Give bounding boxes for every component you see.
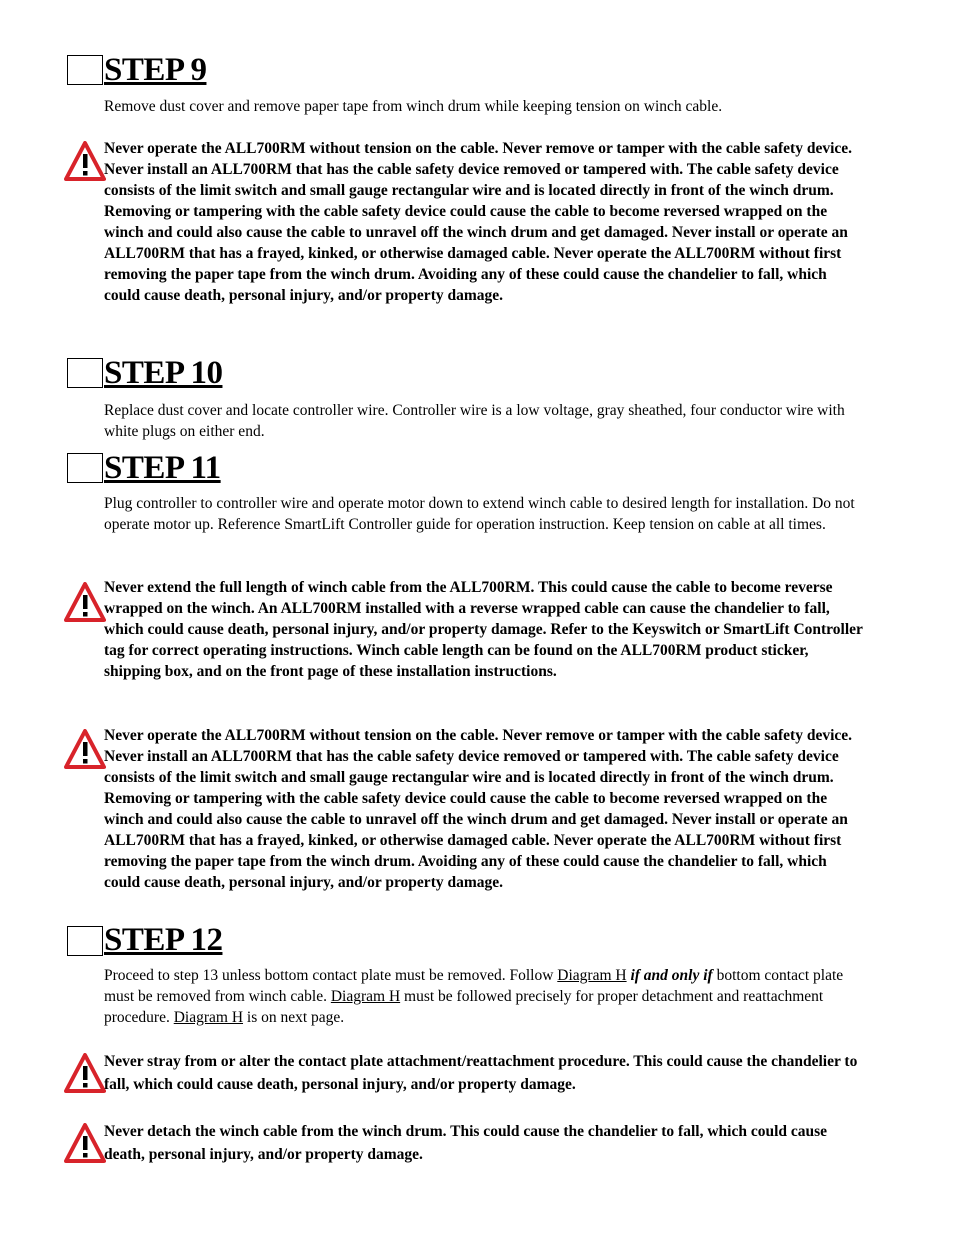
- diagram-h-link-1[interactable]: Diagram H: [557, 967, 627, 984]
- step12-emphasis: if and only if: [630, 967, 713, 984]
- warning-triangle-icon: [64, 141, 106, 181]
- step12-text-b: bottom contact plate must be removed from winch cable.: [104, 967, 844, 1005]
- step12-text-c: must be followed precisely for proper detachment and reattachment procedure.: [104, 988, 824, 1026]
- step9-text: Remove dust cover and remove paper tape from winch drum while keeping tension on winch cable.: [104, 98, 723, 115]
- warning-triangle-icon: [64, 582, 106, 622]
- diagram-h-link-2[interactable]: Diagram H: [330, 988, 401, 1005]
- warning-triangle-icon: [64, 1123, 106, 1163]
- warning-triangle-icon: [64, 729, 106, 769]
- step12-text-a: Proceed to step 13 unless bottom contact plate must be removed. Follow: [104, 967, 558, 984]
- step12-checkbox[interactable]: [67, 926, 103, 956]
- step11-warning-2: Never operate the ALL700RM without tension on the cable. Never remove or tamper with the cable safety device. Never install an ALL700RM that has the cable safety device removed or tampered with. The cable safety device consists of the limit switch and small gauge rectangular wire and is located directly in front of the winch drum. Removing or tampering with the cable safety device could cause the cable to become reversed wrapped on the winch and could also cause the cable to unravel off the winch drum and get damaged. Never install or operate an ALL700RM that has a frayed, kinked, or otherwise damaged cable. Never operate the ALL700RM without first removing the paper tape from the winch drum. Avoiding any of these could cause the chandelier to fall, which could cause death, personal injury, and/or property damage.: [104, 727, 853, 891]
- step11-text: Plug controller to controller wire and operate motor down to extend winch cable to desired length for installation. Do not operate motor up. Reference SmartLift Controller guide for operation instruction. Keep tension on cable at all times.: [104, 495, 855, 533]
- step12-warning-2: Never detach the winch cable from the winch drum. This could cause the chandelier to fall, which could cause death, personal injury, and/or property damage.: [104, 1123, 828, 1163]
- step12-warning-1: Never stray from or alter the contact plate attachment/reattachment procedure. This could cause the chandelier to fall, which could cause death, personal injury, and/or property damage.: [104, 1053, 858, 1093]
- step11-warning-1: Never extend the full length of winch cable from the ALL700RM. This could cause the cable to become reverse wrapped on the winch. An ALL700RM installed with a reverse wrapped cable can cause the chandelier to fall, which could cause death, personal injury, and/or property damage. Refer to the Keyswitch or SmartLift Controller tag for correct operating instructions. Winch cable length can be found on the ALL700RM product sticker, shipping box, and on the front page of these installation instructions.: [104, 579, 863, 680]
- warning-triangle-icon: [64, 1053, 106, 1093]
- step10-title: STEP 10: [104, 355, 223, 391]
- diagram-h-link-3[interactable]: Diagram H: [173, 1009, 244, 1026]
- step11-title: STEP 11: [104, 450, 221, 486]
- step12-text-d: is on next page.: [243, 1009, 345, 1026]
- step11-checkbox[interactable]: [67, 453, 103, 483]
- step9-warning: Never operate the ALL700RM without tension on the cable. Never remove or tamper with the cable safety device. Never install an ALL700RM that has the cable safety device removed or tampered with. The cable safety device consists of the limit switch and small gauge rectangular wire and is located directly in front of the winch drum. Removing or tampering with the cable safety device could cause the cable to become reversed wrapped on the winch and could also cause the cable to unravel off the winch drum and get damaged. Never install or operate an ALL700RM that has a frayed, kinked, or otherwise damaged cable. Never operate the ALL700RM without first removing the paper tape from the winch drum. Avoiding any of these could cause the chandelier to fall, which could cause death, personal injury, and/or property damage.: [104, 140, 853, 304]
- step9-title: STEP 9: [104, 52, 207, 88]
- step12-title: STEP 12: [104, 922, 223, 958]
- step9-checkbox[interactable]: [67, 55, 103, 85]
- step10-checkbox[interactable]: [67, 358, 103, 388]
- step10-text: Replace dust cover and locate controller wire. Controller wire is a low voltage, gray sheathed, four conductor wire with white plugs on either end.: [104, 402, 845, 440]
- step12-text: [104, 965, 864, 1028]
